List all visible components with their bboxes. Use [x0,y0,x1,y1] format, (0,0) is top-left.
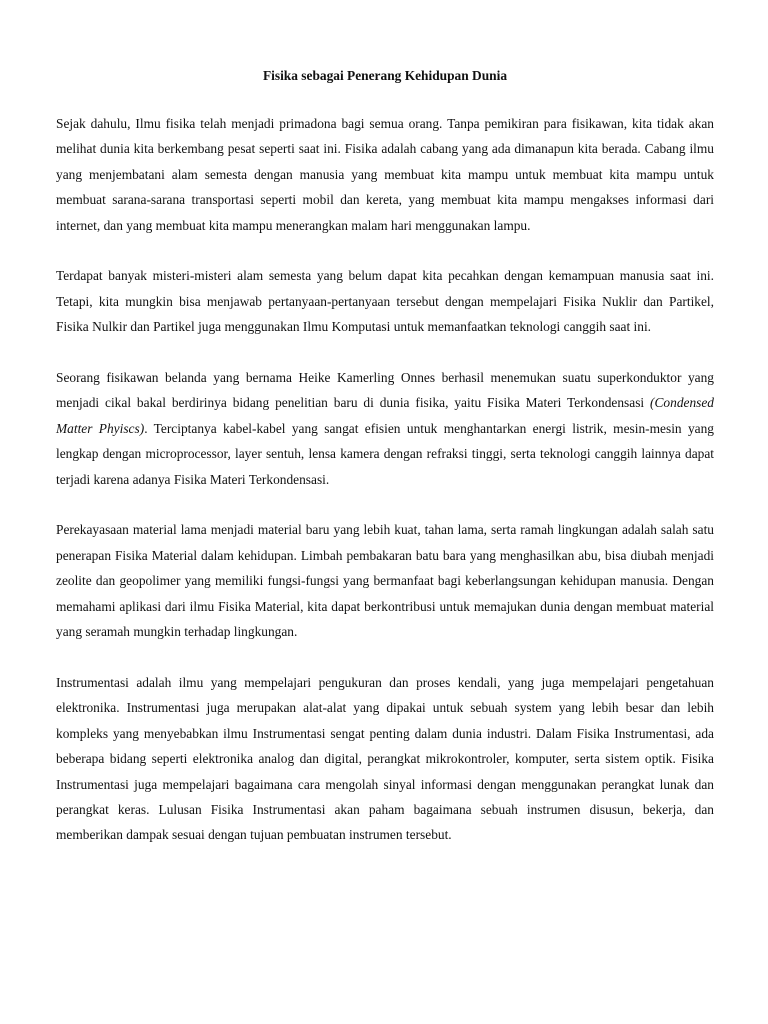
paragraph-3-text-after: . Terciptanya kabel-kabel yang sangat efisien untuk menghantarkan energi listrik, mesin-mesin yang lengkap dengan microprocessor, layer sentuh, lensa kamera dengan refraksi tinggi, serta teknologi canggih lainnya dapat terjadi karena adanya Fisika Materi Terkondensasi. [56,420,715,487]
paragraph-3-italic-term: (Condensed Matter Phyiscs) [56,395,714,436]
paragraph-5: Instrumentasi adalah ilmu yang mempelajari pengukuran dan proses kendali, yang juga mempelajari pengetahuan elektronika. Instrumentasi juga merupakan alat-alat yang dipakai untuk sebuah system yang lebih besar dan lebih kompleks yang menyebabkan ilmu Instrumentasi sengat penting dalam dunia industri. Dalam Fisika Instrumentasi, ada beberapa bidang seperti elektronika analog dan digital, perangkat mikrokontroler, komputer, serta sistem optik. Fisika Instrumentasi juga mempelajari bagaimana cara mengolah sinyal informasi dengan menggunakan perangkat lunak dan perangkat keras. Lulusan Fisika Instrumentasi akan paham bagaimana sebuah instrumen disusun, bekerja, dan memberikan dampak sesuai dengan tujuan pembuatan instrumen tersebut. [56,674,714,843]
paragraph-2: Terdapat banyak misteri-misteri alam semesta yang belum dapat kita pecahkan dengan kemampuan manusia saat ini. Tetapi, kita mungkin bisa menjawab pertanyaan-pertanyaan tersebut dengan mempelajari Fisika Nuklir dan Partikel, Fisika Nulkir dan Partikel juga menggunakan Ilmu Komputasi untuk memanfaatkan teknologi canggih saat ini. [56,268,714,335]
document-title: Fisika sebagai Penerang Kehidupan Dunia [262,68,508,83]
paragraph-3 [56,365,714,492]
document-page [56,66,714,848]
paragraph-4: Perekayasaan material lama menjadi material baru yang lebih kuat, tahan lama, serta ramah lingkungan adalah salah satu penerapan Fisika Material dalam kehidupan. Limbah pembakaran batu bara yang menghasilkan abu, bisa diubah menjadi zeolite dan geopolimer yang memiliki fungsi-fungsi yang bermanfaat bagi keberlangsungan kehidupan manusia. Dengan memahami aplikasi dari ilmu Fisika Material, kita dapat berkontribusi untuk memajukan dunia dengan membuat material yang seramah mungkin terhadap lingkungan. [56,522,714,640]
paragraph-3-text-before: Seorang fisikawan belanda yang bernama Heike Kamerling Onnes berhasil menemukan suatu superkonduktor yang menjadi cikal bakal berdirinya bidang penelitian baru di dunia fisika, yaitu Fisika Materi Terkondensasi [56,370,714,411]
paragraph-1: Sejak dahulu, Ilmu fisika telah menjadi primadona bagi semua orang. Tanpa pemikiran para fisikawan, kita tidak akan melihat dunia kita berkembang pesat seperti saat ini. Fisika adalah cabang yang ada dimanapun kita berada. Cabang ilmu yang menjembatani alam semesta dengan manusia yang membuat kita mampu untuk membuat kita mampu untuk membuat sarana-sarana transportasi seperti mobil dan kereta, yang membuat kita mampu mengakses informasi dari internet, dan yang membuat kita mampu menerangkan malam hari menggunakan lampu. [56,116,714,233]
